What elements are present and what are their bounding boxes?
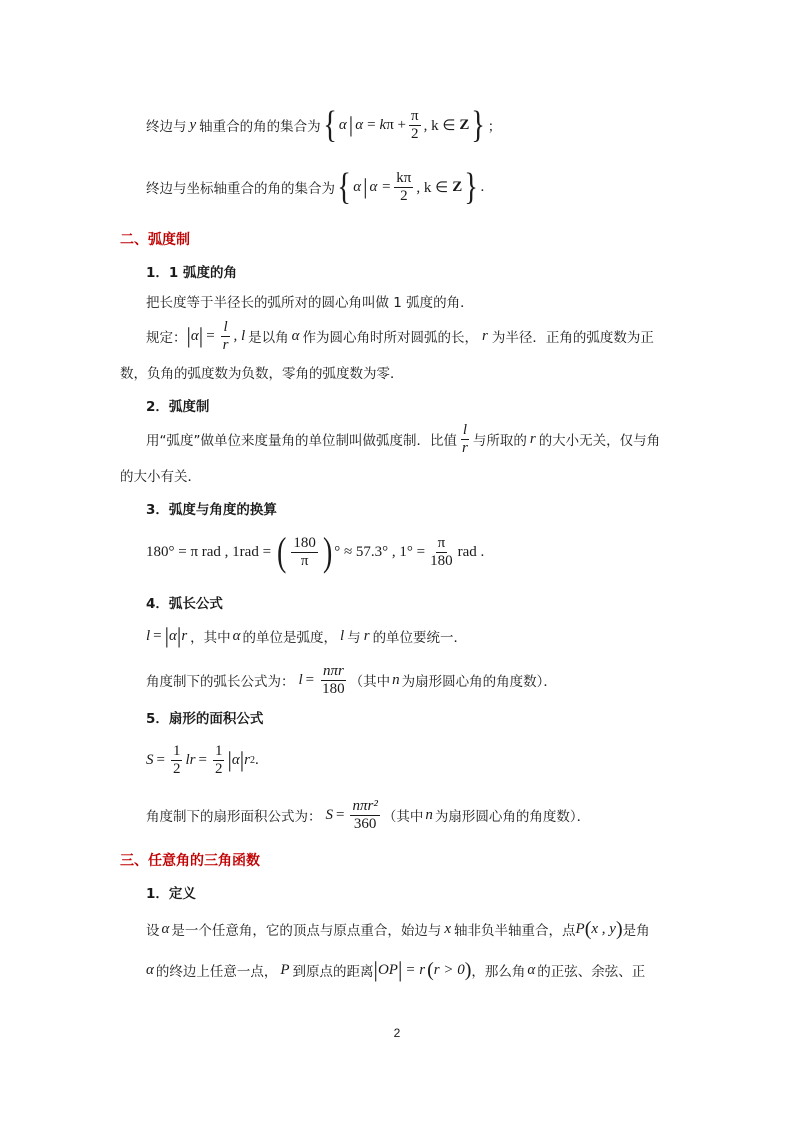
- text: 为扇形圆心角的角度数）．: [401, 674, 557, 690]
- var-alpha: α: [291, 327, 300, 344]
- fraction: [394, 170, 413, 205]
- subheading-radian-system: 2．弧度制: [146, 399, 210, 415]
- denominator: r: [222, 336, 229, 353]
- subheading-one-radian: 1．1 弧度的角: [146, 265, 237, 281]
- abs-bar: |: [176, 623, 182, 648]
- left-paren: (: [584, 917, 592, 940]
- numerator: kπ: [396, 169, 412, 186]
- numerator: π: [437, 534, 446, 551]
- right-paren: ): [615, 917, 623, 940]
- var-P: P: [280, 961, 290, 978]
- paragraph: 把长度等于半径长的弧所对的圆心角叫做 1 弧度的角．: [146, 295, 474, 311]
- axes-set-line: [146, 165, 484, 209]
- fraction: [213, 743, 225, 778]
- denominator: 360: [353, 815, 377, 832]
- text: （其中: [382, 809, 424, 825]
- numerator: 1: [214, 742, 223, 759]
- abs-bar: |: [186, 323, 191, 348]
- arc-length-line: [146, 624, 467, 648]
- var-l: l: [146, 627, 151, 644]
- fraction: [221, 319, 231, 354]
- var-l: , l: [233, 327, 246, 344]
- formula-part: ° ≈ 57.3° , 1° =: [334, 543, 426, 560]
- text: 设: [146, 923, 160, 939]
- abs-bar: |: [397, 957, 403, 982]
- coords: x , y: [591, 920, 616, 937]
- var-n: n: [392, 671, 400, 688]
- var-alpha: α: [231, 751, 240, 768]
- text: 是角: [622, 923, 650, 939]
- denominator: 2: [214, 760, 223, 777]
- subheading-conversion: 3．弧度与角度的换算: [146, 502, 277, 518]
- numerator: nπr²: [352, 797, 378, 814]
- text: 作为圆心角时所对圆弧的长，: [302, 330, 479, 346]
- condition: r > 0: [433, 961, 465, 978]
- numerator: 180: [293, 534, 316, 551]
- text: 的正弦、余弦、正: [537, 964, 646, 980]
- var-r: r: [181, 627, 188, 644]
- punct: .: [480, 178, 485, 195]
- fraction: [350, 798, 379, 833]
- fraction: [460, 422, 470, 457]
- k-in: , k ∈: [423, 117, 456, 134]
- numerator: 1: [172, 742, 181, 759]
- var-r: r: [529, 430, 536, 447]
- text: ，那么角: [471, 964, 526, 980]
- abs-bar: |: [198, 323, 204, 348]
- definition-paragraph-line2: [146, 955, 645, 985]
- text: 轴重合的角的集合为: [199, 119, 321, 135]
- formula-part: 180° = π rad , 1rad =: [146, 543, 272, 560]
- var-alpha: α: [353, 178, 362, 195]
- text: ，其中: [190, 630, 231, 646]
- integers-Z: Z: [452, 178, 463, 195]
- right-brace: }: [471, 104, 486, 146]
- subheading-definition: 1．定义: [146, 886, 196, 902]
- right-brace: }: [464, 166, 479, 208]
- denominator: 180: [322, 680, 345, 697]
- var-alpha: α: [355, 116, 364, 133]
- conversion-formula: [146, 527, 484, 577]
- degree-arc-formula: [146, 660, 557, 700]
- var-lr: lr: [185, 751, 196, 768]
- section-heading-radian: 二、弧度制: [120, 232, 190, 248]
- var-alpha: α: [146, 961, 154, 978]
- punct: .: [254, 751, 259, 768]
- k-in: , k ∈: [416, 179, 449, 196]
- formula-part: rad .: [457, 543, 485, 560]
- page-number: 2: [393, 1026, 401, 1040]
- text: 为半径．正角的弧度数为正: [491, 330, 654, 346]
- var-alpha: α: [527, 961, 536, 978]
- var-alpha-eq: α =: [369, 178, 392, 195]
- text: （其中: [349, 674, 391, 690]
- left-brace: {: [322, 104, 337, 146]
- exponent: 2: [249, 754, 255, 766]
- fraction: [291, 535, 318, 570]
- var-alpha: α: [169, 627, 177, 644]
- var-alpha: α: [338, 116, 347, 133]
- text: 终边与坐标轴重合的角的集合为: [146, 181, 335, 197]
- fraction: [171, 743, 183, 778]
- var-l: l: [298, 671, 303, 688]
- left-brace: {: [337, 166, 351, 208]
- paragraph: 的大小有关．: [120, 469, 201, 485]
- text: 的单位是弧度，: [242, 630, 338, 646]
- sector-area-formula: [146, 739, 259, 781]
- text: 是一个任意角，它的顶点与原点重合，始边与: [171, 923, 442, 939]
- var-P: P: [575, 920, 585, 937]
- numerator: l: [223, 318, 228, 335]
- var-n: n: [425, 806, 433, 823]
- text: 为扇形圆心角的角度数）．: [434, 809, 591, 825]
- text: 轴非负半轴重合，点: [454, 923, 576, 939]
- text: 的终边上任意一点，: [155, 964, 278, 980]
- eq: =: [198, 751, 207, 768]
- fraction: [320, 663, 347, 698]
- var-alpha: α: [161, 920, 170, 937]
- left-paren: (: [427, 958, 434, 981]
- var-OP: OP: [377, 961, 398, 978]
- eq: =: [206, 327, 215, 344]
- var-y: y: [189, 116, 197, 133]
- denominator: 2: [172, 760, 181, 777]
- abs-bar: |: [227, 747, 232, 772]
- fraction: [428, 535, 455, 570]
- var-S: S: [146, 751, 154, 768]
- eq: =: [305, 671, 315, 688]
- integers-Z: Z: [459, 116, 470, 133]
- ratio-line: [146, 419, 660, 459]
- right-paren: ): [322, 529, 333, 574]
- text: 规定：: [146, 330, 187, 346]
- var-r: r: [482, 327, 488, 344]
- eq: =: [336, 806, 345, 823]
- definition-paragraph-line1: [146, 914, 650, 944]
- eq: =: [156, 751, 165, 768]
- degree-area-formula: [146, 794, 590, 836]
- numerator: nπr: [322, 662, 344, 679]
- set-bar: |: [348, 112, 354, 137]
- denominator: r: [462, 439, 468, 456]
- denominator: 180: [430, 552, 453, 569]
- set-bar: |: [363, 174, 368, 199]
- fraction: [409, 108, 421, 143]
- eq: =: [153, 627, 162, 644]
- right-paren: ): [464, 958, 472, 981]
- text: 角度制下的弧长公式为：: [146, 674, 295, 690]
- var-S: S: [325, 806, 333, 823]
- text: 与: [347, 630, 361, 646]
- var-x: x: [444, 920, 452, 937]
- punct: ；: [487, 119, 502, 135]
- abs-bar: |: [373, 957, 378, 982]
- text: 到原点的距离: [292, 964, 374, 980]
- var-alpha: α: [190, 327, 199, 344]
- pi-plus: π +: [386, 116, 407, 133]
- subheading-sector-area: 5．扇形的面积公式: [146, 711, 264, 727]
- text: 的大小无关，仅与角: [538, 433, 661, 449]
- eq-r: = r: [405, 961, 426, 978]
- text: 与所取的: [472, 433, 527, 449]
- var-r: r: [244, 751, 250, 768]
- var-r: r: [363, 627, 370, 644]
- paragraph: 数，负角的弧度数为负数，零角的弧度数为零．: [120, 366, 404, 382]
- var-alpha: α: [232, 627, 241, 644]
- subheading-arc-length: 4．弧长公式: [146, 596, 223, 612]
- left-paren: (: [277, 529, 287, 574]
- text: 的单位要统一．: [372, 630, 468, 646]
- abs-bar: |: [239, 747, 245, 772]
- var-k: k: [379, 116, 387, 133]
- denominator: 2: [411, 125, 419, 142]
- abs-bar: |: [164, 623, 170, 648]
- var-l: l: [340, 627, 345, 644]
- y-axis-set-line: [146, 103, 501, 147]
- numerator: π: [411, 107, 419, 124]
- definition-line: [146, 316, 654, 356]
- text: 是以角: [248, 330, 289, 346]
- text: 角度制下的扇形面积公式为：: [146, 809, 322, 825]
- denominator: π: [300, 552, 309, 569]
- section-heading-trig: 三、任意角的三角函数: [120, 853, 260, 869]
- eq: =: [367, 116, 376, 133]
- text: 用“弧度”做单位来度量角的单位制叫做弧度制．比值: [146, 433, 457, 449]
- text: 终边与: [146, 119, 187, 135]
- numerator: l: [462, 421, 467, 438]
- denominator: 2: [400, 187, 408, 204]
